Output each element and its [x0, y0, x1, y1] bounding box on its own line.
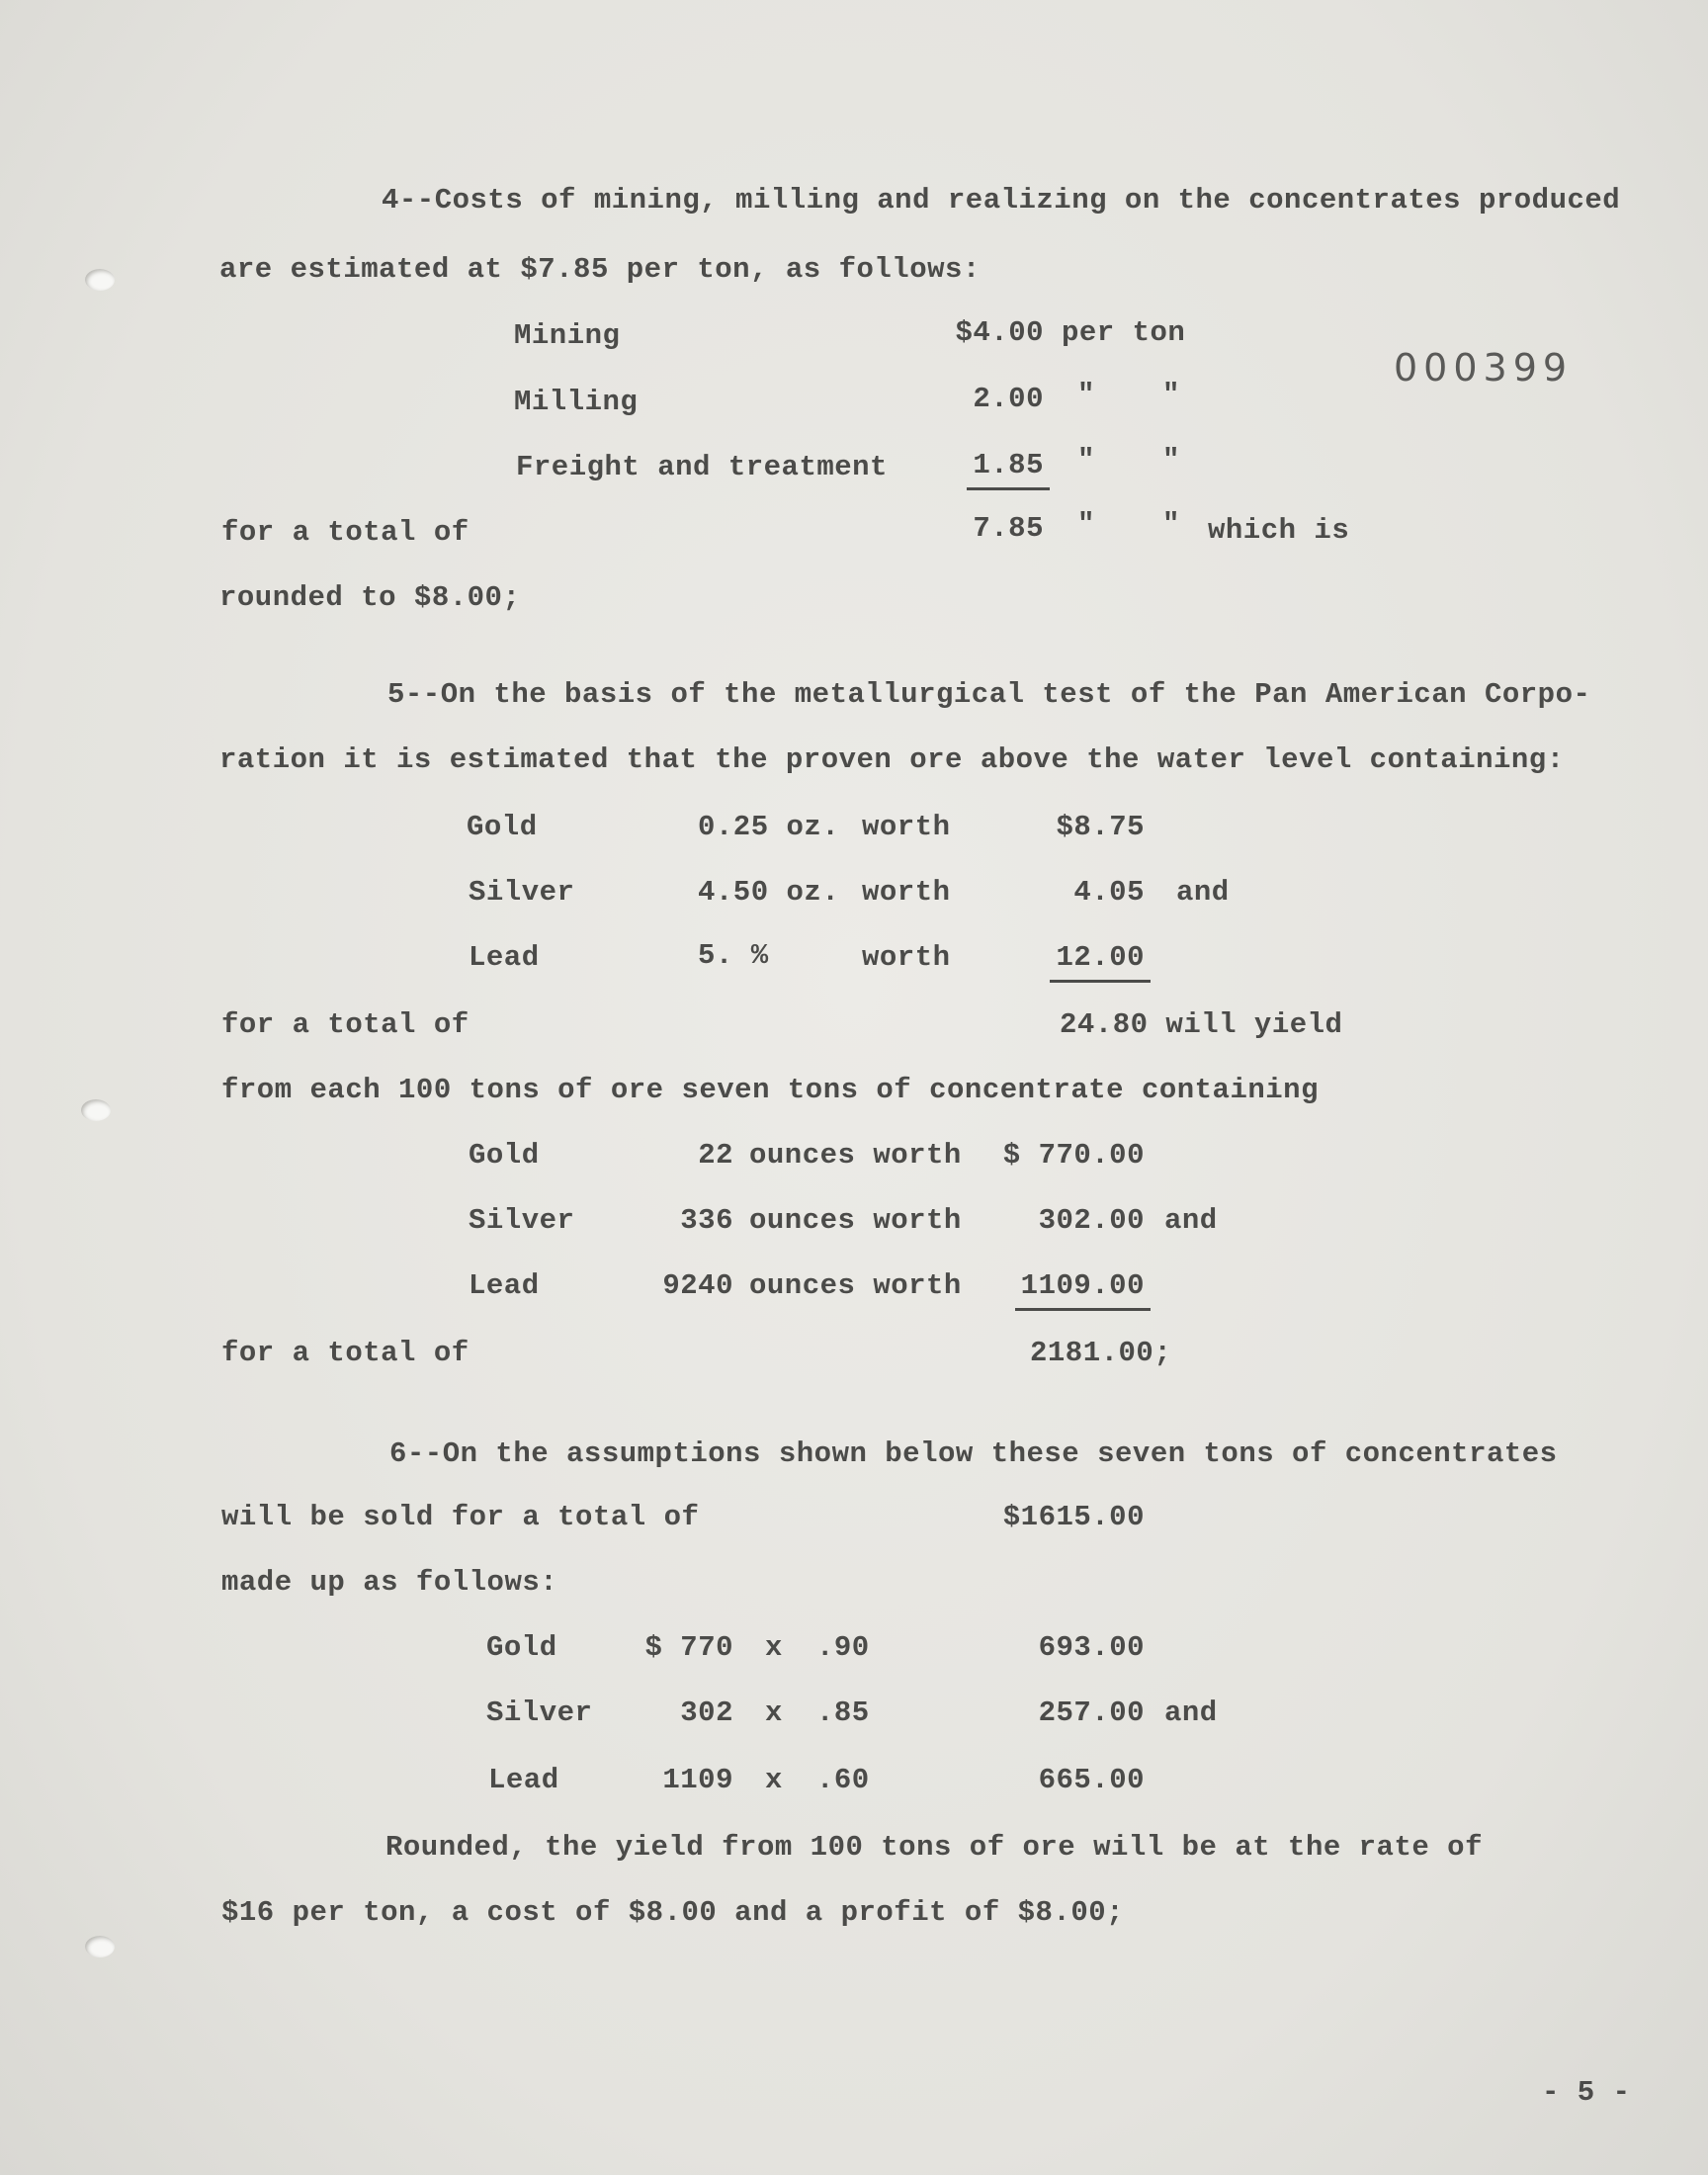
- conc-suffix: and: [1164, 1204, 1218, 1237]
- conc-desc: ounces worth: [749, 1269, 962, 1302]
- page-number: - 5 -: [1542, 2076, 1631, 2109]
- cost-label: Freight and treatment: [516, 451, 888, 483]
- sale-base: $ 770: [644, 1631, 733, 1664]
- conc-qty: 9240: [662, 1269, 733, 1302]
- conc-metal: Lead: [469, 1269, 540, 1302]
- conc-qty: 336: [680, 1204, 733, 1237]
- conc-metal: Silver: [469, 1204, 575, 1237]
- ore-metal: Gold: [467, 811, 538, 843]
- punch-hole-top: [85, 269, 115, 291]
- sale-metal: Gold: [486, 1631, 557, 1664]
- conc-value-underlined: 1109.00: [1020, 1269, 1145, 1302]
- sale-factor: .90: [816, 1631, 870, 1664]
- ditto-mark: ": [1162, 379, 1180, 411]
- sale-base: 1109: [662, 1764, 733, 1796]
- conc-qty: 22: [698, 1139, 733, 1172]
- conc-metal: Gold: [469, 1139, 540, 1172]
- ore-total-label: for a total of: [221, 1008, 470, 1041]
- ore-value: 4.05: [1073, 876, 1145, 909]
- document-stamp-number: 000399: [1394, 346, 1574, 390]
- ore-suffix: and: [1176, 876, 1230, 909]
- sale-metal: Silver: [486, 1696, 593, 1729]
- ditto-mark: ": [1162, 444, 1180, 477]
- sale-times: x: [765, 1764, 783, 1796]
- punch-hole-bottom: [85, 1936, 115, 1958]
- ore-worth: worth: [862, 876, 951, 909]
- ore-qty: 0.25 oz.: [698, 811, 840, 843]
- item6-rounded-line2: $16 per ton, a cost of $8.00 and a profit of $8.00;: [221, 1896, 1125, 1929]
- item6-line3: made up as follows:: [221, 1566, 558, 1599]
- sale-metal: Lead: [488, 1764, 559, 1796]
- conc-value: 302.00: [1038, 1204, 1145, 1237]
- conc-total-label: for a total of: [221, 1337, 470, 1369]
- total-suffix: which is: [1208, 514, 1350, 547]
- item6-rounded-line1: Rounded, the yield from 100 tons of ore will be at the rate of: [385, 1831, 1483, 1864]
- ore-metal: Lead: [469, 941, 540, 974]
- rounded-line: rounded to $8.00;: [219, 581, 521, 614]
- item6-sold-value: $1615.00: [1002, 1501, 1145, 1533]
- sale-value: 665.00: [1038, 1764, 1145, 1796]
- ore-qty: 4.50 oz.: [698, 876, 840, 909]
- conc-value: $ 770.00: [1002, 1139, 1145, 1172]
- sale-factor: .85: [816, 1696, 870, 1729]
- ditto-mark: ": [1077, 508, 1095, 541]
- sale-times: x: [765, 1696, 783, 1729]
- cost-label: Mining: [514, 319, 621, 352]
- ore-qty: 5. %: [698, 939, 769, 972]
- ore-total-value: 24.80 will yield: [1060, 1008, 1343, 1041]
- item5-line1: 5--On the basis of the metallurgical test of the Pan American Corpo-: [387, 678, 1591, 711]
- item5-line2: ration it is estimated that the proven ore above the water level containing:: [219, 743, 1565, 776]
- conc-total-value: 2181.00;: [1030, 1337, 1172, 1369]
- ditto-mark: ": [1077, 379, 1095, 411]
- ditto-mark: ": [1077, 444, 1095, 477]
- item4-line1: 4--Costs of mining, milling and realizing on the concentrates produced: [382, 184, 1621, 217]
- ore-worth: worth: [862, 811, 951, 843]
- total-amount: 7.85: [973, 512, 1044, 545]
- cost-amount-underlined: 1.85: [973, 449, 1044, 481]
- ore-worth: worth: [862, 941, 951, 974]
- item4-line2: are estimated at $7.85 per ton, as follows:: [219, 253, 981, 286]
- sale-times: x: [765, 1631, 783, 1664]
- ore-value: $8.75: [1056, 811, 1145, 843]
- item6-sold-label: will be sold for a total of: [221, 1501, 700, 1533]
- sale-base: 302: [680, 1696, 733, 1729]
- item6-line1: 6--On the assumptions shown below these seven tons of concentrates: [389, 1437, 1558, 1470]
- sale-suffix: and: [1164, 1696, 1218, 1729]
- sale-factor: .60: [816, 1764, 870, 1796]
- concentrate-line: from each 100 tons of ore seven tons of concentrate containing: [221, 1074, 1319, 1106]
- conc-desc: ounces worth: [749, 1139, 962, 1172]
- cost-amount: 2.00: [973, 383, 1044, 415]
- ditto-mark: ": [1162, 508, 1180, 541]
- cost-amount: $4.00: [955, 316, 1044, 349]
- sale-value: 693.00: [1038, 1631, 1145, 1664]
- sale-value: 257.00: [1038, 1696, 1145, 1729]
- punch-hole-middle: [81, 1099, 111, 1121]
- conc-desc: ounces worth: [749, 1204, 962, 1237]
- ore-value-underlined: 12.00: [1056, 941, 1145, 974]
- cost-unit: per ton: [1062, 316, 1186, 349]
- cost-label: Milling: [514, 386, 639, 418]
- ore-metal: Silver: [469, 876, 575, 909]
- total-label: for a total of: [221, 516, 470, 549]
